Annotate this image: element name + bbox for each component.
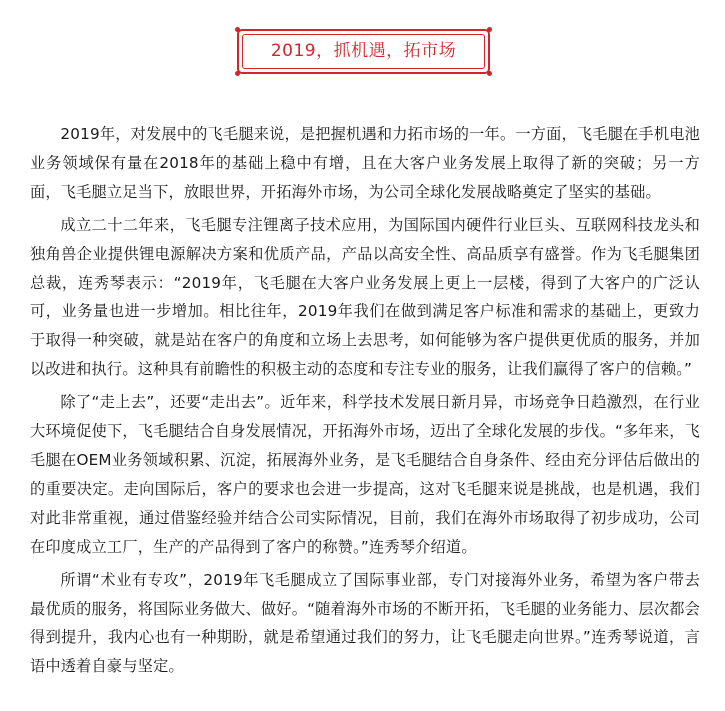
corner-dot-icon [487, 27, 492, 32]
corner-dot-icon [235, 27, 240, 32]
article-body [30, 120, 700, 685]
corner-dot-icon [235, 71, 240, 76]
article-paragraph-3: 除了“走上去”，还要“走出去”。近年来，科学技术发展日新月异，市场竞争日趋激烈，在行业大环境促使下，飞毛腿结合自身发展情况，开拓海外市场，迈出了全球化发展的步伐。“多年来，飞毛腿在OEM业务领域积累、沉淀，拓展海外业务，是飞毛腿结合自身条件、经由充分评估后做出的的重要决定。走向国际后，客户的要求也会进一步提高，这对飞毛腿来说是挑战，也是机遇，我们对此非常重视，通过借鉴经验并结合公司实际情况，目前，我们在海外市场取得了初步成功，公司在印度成立工厂，生产的产品得到了客户的称赞。”连秀琴介绍道。 [30, 393, 700, 556]
article-paragraph-2: 成立二十二年来，飞毛腿专注锂离子技术应用，为国际国内硬件行业巨头、互联网科技龙头和独角兽企业提供锂电源解决方案和优质产品，产品以高安全性、高品质享有盛誉。作为飞毛腿集团总裁，连秀琴表示：“2019年，飞毛腿在大客户业务发展上更上一层楼，得到了大客户的广泛认可，业务量也进一步增加。相比往年，2019年我们在做到满足客户标准和需求的基础上，更致力于取得一种突破，就是站在客户的角度和立场上去思考，如何能够为客户提供更优质的服务，并加以改进和执行。这种具有前瞻性的积极主动的态度和专注专业的服务，让我们赢得了客户的信赖。” [30, 215, 700, 379]
article-paragraph-4: 所谓“术业有专攻”，2019年飞毛腿成立了国际事业部，专门对接海外业务，希望为客户带去最优质的服务，将国际业务做大、做好。“随着海外市场的不断开拓，飞毛腿的业务能力、层次都会得到提升，我内心也有一种期盼，就是希望通过我们的努力，让飞毛腿走向世界。”连秀琴说道，言语中透着自豪与坚定。 [30, 570, 700, 676]
page-title: 2019，抓机遇，拓市场 [270, 41, 457, 61]
article-paragraph-1: 2019年，对发展中的飞毛腿来说，是把握机遇和力拓市场的一年。一方面，飞毛腿在手机电池业务领域保有量在2018年的基础上稳中有增，且在大客户业务发展上取得了新的突破；另一方面，飞毛腿立足当下，放眼世界，开拓海外市场，为公司全球化发展战略奠定了坚实的基础。 [30, 125, 700, 201]
corner-dot-icon [487, 71, 492, 76]
title-banner [237, 29, 490, 74]
